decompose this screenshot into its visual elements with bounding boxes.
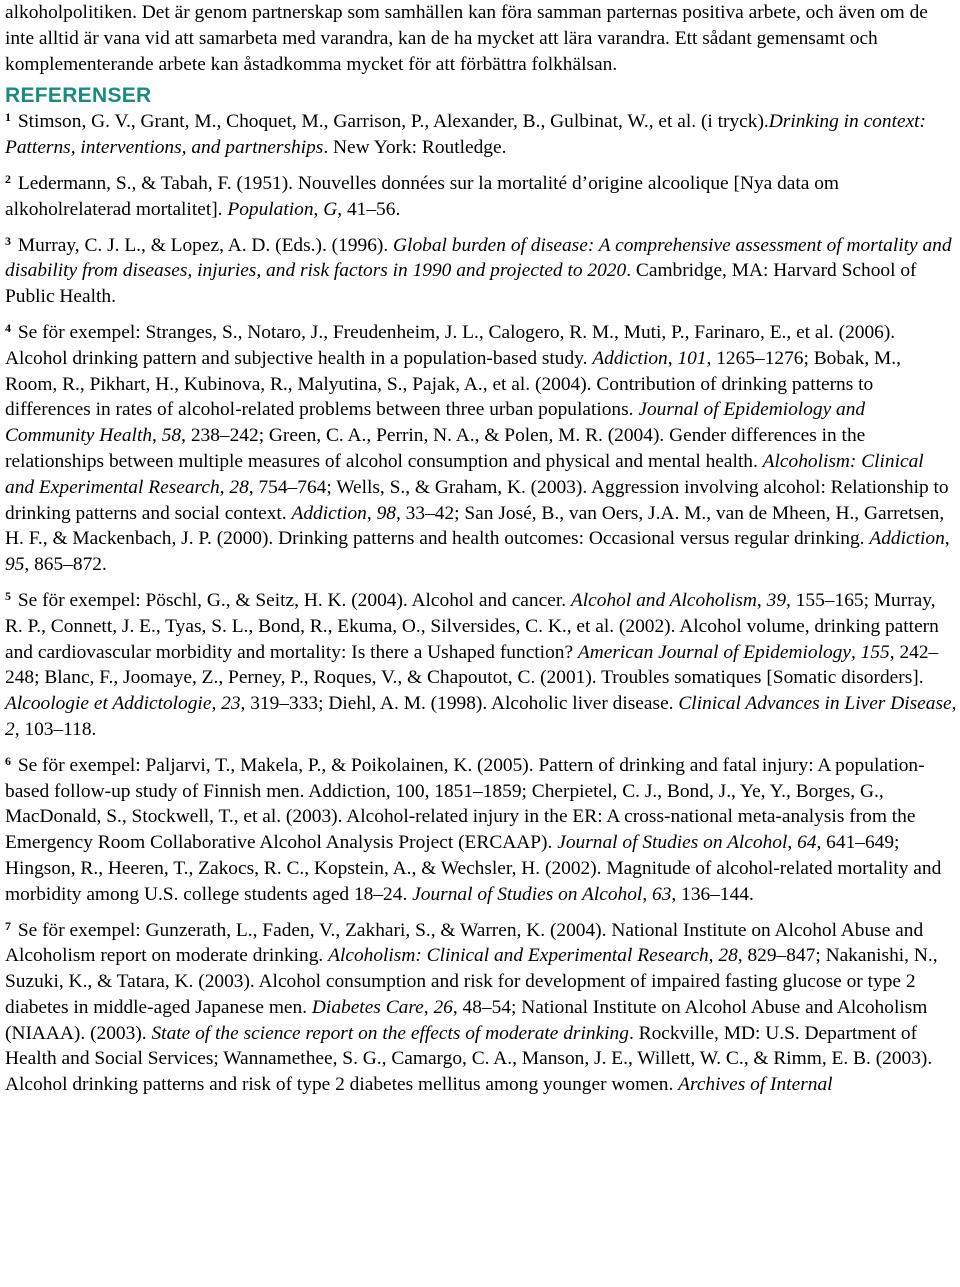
reference-text: , 319–333; Diehl, A. M. (1998). Alcoholic liver disease.	[240, 693, 679, 715]
reference-italic-text: 58	[161, 425, 182, 447]
reference-text: , 865–872.	[24, 554, 107, 576]
references-heading: REFERENSER	[5, 84, 152, 108]
reference-text: , 41–56.	[337, 198, 401, 220]
reference-item	[5, 109, 957, 161]
reference-italic-text: 28	[229, 476, 249, 498]
reference-text: , 242–248; Blanc, F., Joomaye, Z., Perney, P., Roques, V., & Chapoutot, C. (2001). Troubles somatiques [Somatic disorders].	[5, 641, 939, 689]
reference-italic-text: 95	[5, 554, 25, 576]
reference-italic-text: Addiction	[592, 347, 668, 369]
reference-text: ,	[944, 528, 950, 550]
reference-number: 6	[5, 753, 11, 768]
reference-text: , 829–847; Nakanishi, N., Suzuki, K., & Tatara, K. (2003). Alcohol consumption and risk for development of impaired fasting glucose or type 2 diabetes in middle-aged Japanese men.	[5, 945, 938, 1018]
reference-italic-text: American Journal of Epidemiology	[577, 641, 851, 663]
reference-italic-text: Population	[227, 198, 314, 220]
reference-text: , 155–165; Murray, R. P., Connett, J. E., Tyas, S. L., Bond, R., Ekuma, O., Silversides, C. K., et al. (2002). Alcohol volume, drinking pattern and cardiovascular morbidity and mortality: Is there a Ushaped function?	[5, 589, 939, 663]
reference-italic-text: 39	[766, 589, 787, 611]
reference-text: , 754–764; Wells, S., & Graham, K. (2003). Aggression involving alcohol: Relationship to drinking patterns and social context.	[5, 476, 949, 524]
reference-italic-text: Addiction	[869, 528, 945, 550]
reference-text: ,	[219, 476, 230, 498]
reference-text: ,	[211, 693, 222, 715]
reference-italic-text: 23	[221, 693, 241, 715]
reference-italic-text: Drinking in context: Patterns, interventions, and partnerships	[5, 111, 927, 159]
reference-text: . Cambridge, MA: Harvard School of Public Health.	[5, 260, 917, 308]
reference-italic-text: 98	[376, 502, 396, 524]
reference-item	[5, 753, 957, 908]
reference-italic-text: Journal of Studies on Alcohol	[557, 832, 788, 854]
reference-number: 4	[5, 320, 11, 335]
reference-text: ,	[850, 641, 861, 663]
reference-text: , 103–118.	[14, 718, 97, 740]
reference-italic-text: Alcoologie et Addictologie	[5, 693, 212, 715]
reference-italic-text: Journal of Studies on Alcohol	[412, 883, 643, 905]
reference-text: ,	[366, 502, 377, 524]
reference-text: ,	[642, 883, 653, 905]
reference-text: ,	[667, 347, 678, 369]
reference-italic-text: 63	[652, 883, 672, 905]
reference-text: . New York: Routledge.	[323, 137, 507, 159]
reference-text: ,	[951, 693, 957, 715]
reference-text: , 238–242; Green, C. A., Perrin, N. A., & Polen, M. R. (2004). Gender differences in the relationships between multiple measures of alcohol consumption and physical and mental health.	[5, 425, 866, 472]
reference-italic-text: 2	[5, 718, 15, 740]
reference-italic-text: Addiction	[291, 502, 367, 524]
reference-italic-text: Clinical Advances in Liver Disease	[678, 693, 952, 715]
reference-text: Murray, C. J. L., & Lopez, A. D. (Eds.). (1996).	[17, 234, 394, 256]
reference-italic-text: 155	[860, 641, 890, 663]
reference-number: 1	[5, 110, 11, 125]
reference-item	[5, 588, 957, 743]
reference-text: . Rockville, MD: U.S. Department of Health and Social Services; Wannamethee, S. G., Camargo, C. A., Manson, J. E., Willett, W. C., & Rimm, E. B. (2003). Alcohol drinking patterns and risk of type 2 diabetes mellitus among younger women.	[5, 1022, 933, 1096]
reference-text: ,	[708, 945, 719, 967]
reference-italic-text: Diabetes Care	[311, 996, 424, 1018]
reference-number: 5	[5, 588, 11, 603]
reference-text: ,	[423, 996, 434, 1018]
intro-paragraph: alkoholpolitiken. Det är genom partnerskap som samhällen kan föra samman parternas positiva arbete, och även om de inte alltid är vana vid att samarbeta med varandra, kan de ha mycket att lära varandra. Ett sådant gemensamt och komplementerande arbete kan åstadkomma mycket för att förbättra folkhälsan.	[5, 2, 928, 75]
reference-item	[5, 320, 957, 578]
reference-italic-text: G	[323, 198, 338, 220]
reference-italic-text: State of the science report on the effects of moderate drinking	[151, 1022, 629, 1044]
reference-text: , 641–649; Hingson, R., Heeren, T., Zakocs, R. C., Kopstein, A., & Wechsler, H. (2002). Magnitude of alcohol-related mortality and morbidity among U.S. college students aged 18–24.	[5, 832, 942, 905]
reference-italic-text: Alcoholism: Clinical and Experimental Research	[328, 945, 709, 967]
reference-italic-text: 26	[433, 996, 453, 1018]
reference-text: , 136–144.	[671, 883, 754, 905]
reference-number: 3	[5, 233, 11, 248]
reference-item	[5, 233, 957, 310]
reference-text: , 1265–1276; Bobak, M., Room, R., Pikhart, H., Kubinova, R., Malyutina, S., Pajak, A., et al. (2004). Contribution of drinking patterns to differences in rates of alcohol-related problems between three urban populations.	[5, 347, 901, 421]
reference-text: , 33–42; San José, B., van Oers, J.A. M., van de Mheen, H., Garretsen, H. F., & Mackenbach, J. P. (2000). Drinking patterns and health outcomes: Occasional versus regular drinking.	[5, 502, 945, 550]
reference-text: Stimson, G. V., Grant, M., Choquet, M., Garrison, P., Alexander, B., Gulbinat, W., et al. (i tryck).	[17, 111, 769, 133]
reference-item	[5, 171, 957, 223]
reference-italic-text: Alcohol and Alcoholism	[570, 589, 757, 611]
reference-text: Se för exempel: Stranges, S., Notaro, J., Freudenheim, J. L., Calogero, R. M., Muti, P., Farinaro, E., et al. (2006). Alcohol drinking pattern and subjective health in a population-based study.	[5, 321, 896, 369]
reference-text: Se för exempel: Gunzerath, L., Faden, V., Zakhari, S., & Warren, K. (2004). National Institute on Alcohol Abuse and Alcoholism report on moderate drinking.	[5, 919, 924, 967]
reference-italic-text: Archives of Internal	[678, 1074, 833, 1096]
reference-text: ,	[756, 589, 767, 611]
reference-text: Se för exempel: Paljarvi, T., Makela, P., & Poikolainen, K. (2005). Pattern of drinking and fatal injury: A population-based follow-up study of Finnish men. Addiction, 100, 1851–1859; Cherpietel, C. J., Bond, J., Ye, Y., Borges, G., MacDonald, S., Stockwell, T., et al. (2003). Alcohol-related injury in the ER: A cross-national meta-analysis from the Emergency Room Collaborative Alcohol Analysis Project (ERCAAP).	[5, 754, 925, 854]
reference-list	[5, 109, 957, 1098]
reference-text: ,	[313, 198, 324, 220]
reference-text: ,	[787, 832, 798, 854]
reference-text: Ledermann, S., & Tabah, F. (1951). Nouvelles données sur la mortalité d’origine alcoolique [Nya data om alkoholrelaterad mortalitet].	[5, 172, 840, 220]
reference-italic-text: 64	[797, 832, 817, 854]
reference-number: 7	[5, 918, 11, 933]
reference-text: ,	[152, 425, 162, 447]
reference-italic-text: Alcoholism: Clinical and Experimental Research	[5, 450, 924, 498]
reference-italic-text: Journal of Epidemiology and Community Health	[5, 399, 866, 447]
reference-italic-text: 101	[677, 347, 707, 369]
document-page	[5, 0, 957, 1098]
reference-text: Se för exempel: Pöschl, G., & Seitz, H. K. (2004). Alcohol and cancer.	[17, 589, 571, 611]
reference-item	[5, 918, 957, 1099]
reference-italic-text: Global burden of disease: A comprehensive assessment of mortality and disability from diseases, injuries, and risk factors in 1990 and projected to 2020	[5, 234, 952, 282]
reference-italic-text: 28	[718, 945, 738, 967]
reference-number: 2	[5, 171, 11, 186]
reference-text: , 48–54; National Institute on Alcohol Abuse and Alcoholism (NIAAA). (2003).	[5, 996, 928, 1044]
